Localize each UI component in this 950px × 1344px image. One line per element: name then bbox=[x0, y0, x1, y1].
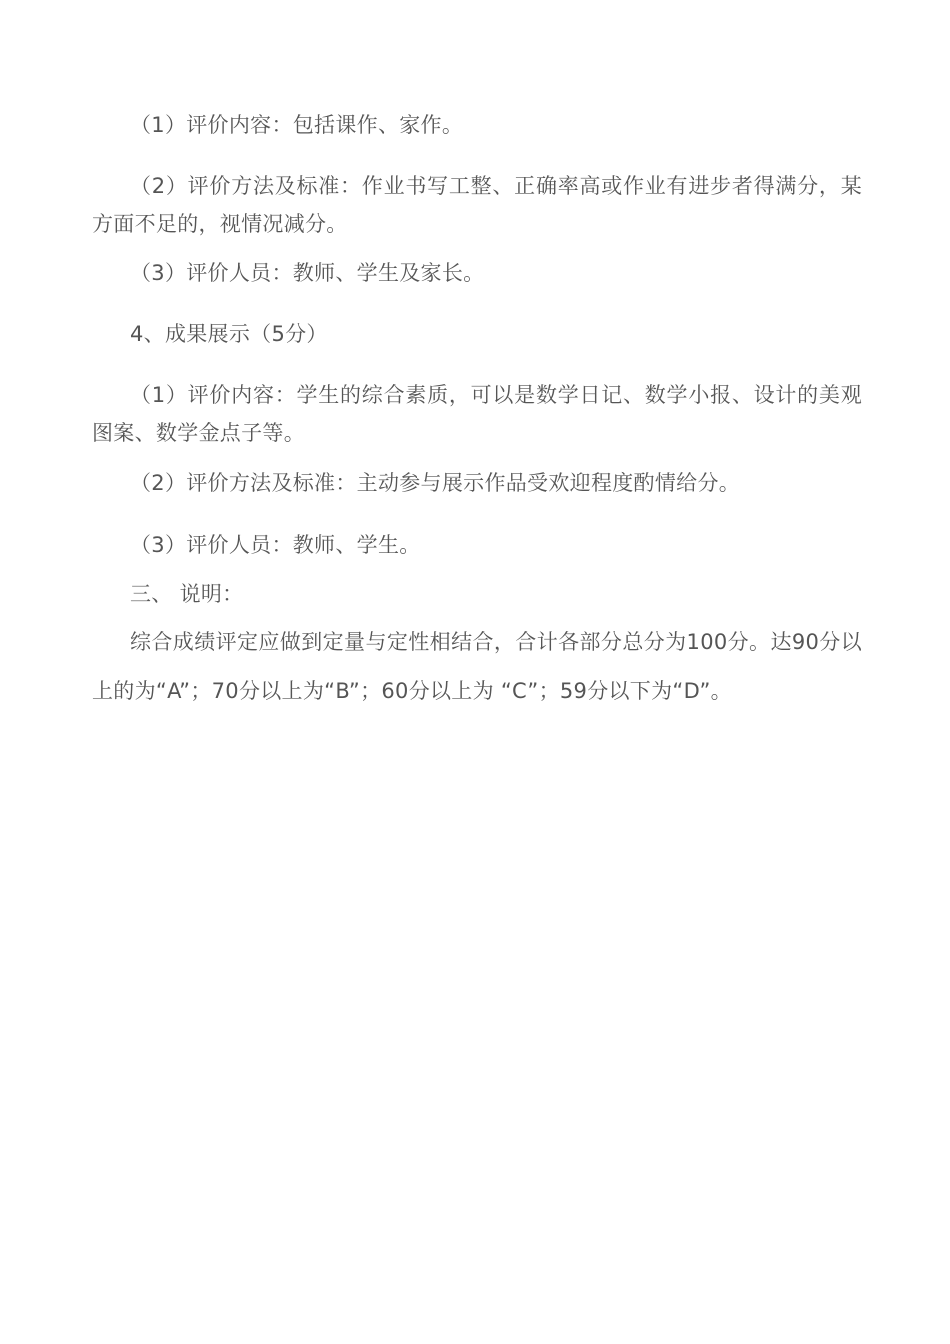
paragraph-showcase-evaluation-method: （2）评价方法及标准：主动参与展示作品受欢迎程度酌情给分。 bbox=[130, 471, 741, 495]
paragraph-showcase-evaluation-content: （1）评价内容：学生的综合素质，可以是数学日记、数学小报、设计的美观图案、数学金点子等。 bbox=[92, 383, 862, 445]
paragraph-showcase-evaluators: （3）评价人员：教师、学生。 bbox=[130, 533, 421, 557]
paragraph-homework-evaluators: （3）评价人员：教师、学生及家长。 bbox=[130, 261, 485, 285]
paragraph-homework-evaluation-method: （2）评价方法及标准：作业书写工整、正确率高或作业有进步者得满分，某方面不足的，视情况减分。 bbox=[92, 174, 862, 236]
paragraph-grading-explanation: 综合成绩评定应做到定量与定性相结合，合计各部分总分为100分。达90分以上的为“A”；70分以上为“B”；60分以上为 “C”；59分以下为“D”。 bbox=[92, 630, 862, 703]
section-heading-results-showcase: 4、成果展示（5分） bbox=[130, 322, 328, 346]
paragraph-homework-evaluation-content: （1）评价内容：包括课作、家作。 bbox=[130, 113, 464, 137]
section-heading-explanation: 三、 说明： bbox=[130, 582, 244, 606]
